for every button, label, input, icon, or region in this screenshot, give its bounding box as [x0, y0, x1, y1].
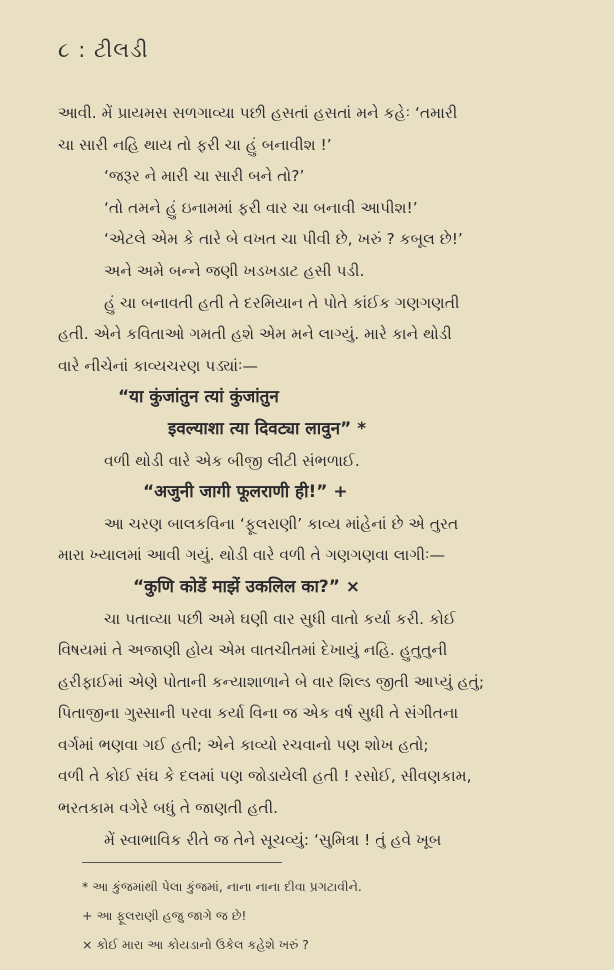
verse-line: “कुणि कोडें माझें उकलिल का?” ×	[133, 576, 361, 597]
text-line: વારે નીચેનાં કાવ્યચરણ પડ્યાંઃ—	[58, 356, 258, 375]
text-line: ‘એટલે એમ કે તારે બે વખત ચા પીવી છે, ખરું ? કબૂલ છે!’	[104, 230, 463, 249]
footnote-divider	[82, 862, 282, 863]
footnote: * આ કુંજમાંથી પેલા કુંજમાં, નાના નાના દીવા પ્રગટાવીને.	[82, 879, 362, 894]
verse-line: “या कुंजांतुन त्यां कुंजांतुन	[118, 387, 279, 408]
footnote: + આ ફૂલરાણી હજુ જાગે જ છે!	[82, 908, 247, 923]
text-line: ભરતકામ વગેરે બધું તે જાણતી હતી.	[58, 799, 279, 818]
text-line: હું ચા બનાવતી હતી તે દરમિયાન તે પોતે કાંઈક ગણગણતી	[104, 293, 460, 312]
text-line: વળી થોડી વારે એક બીજી લીટી સંભળાઈ.	[104, 451, 360, 470]
text-line: વિષયમાં તે અજાણી હોય એમ વાતચીતમાં દેખાયું નહિ. હુતુતુની	[58, 641, 448, 660]
page-header: ૮ : ટીલડી	[58, 38, 149, 62]
text-line: આવી. મેં પ્રાયમસ સળગાવ્યા પછી હસતાં હસતાં મને કહેઃ ‘તમારી	[58, 104, 458, 122]
text-line: ચા સારી નહિ થાય તો ફરી ચા હું બનાવીશ !’	[58, 135, 332, 154]
text-line: હતી. એને કવિતાઓ ગમતી હશે એમ મને લાગ્યું. મારે કાને થોડી	[58, 325, 452, 344]
verse-line: इवल्याशा त्या दिवट्या लावुन” *	[168, 418, 367, 439]
text-line: હરીફાઈમાં એણે પોતાની કન્યાશાળાને બે વાર શિલ્ડ જીતી આપ્યું હતું;	[58, 672, 485, 691]
text-line: ‘તો તમને હું ઇનામમાં ફરી વાર ચા બનાવી આપીશ!’	[104, 198, 418, 217]
text-line: મેં સ્વાભાવિક રીતે જ તેને સૂચવ્યું: ‘સુમિત્રા ! તું હવે ખૂબ	[104, 830, 442, 849]
text-line: અને અમે બન્ને જણી ખડખડાટ હસી પડી.	[104, 261, 365, 280]
text-line: ચા પતાવ્યા પછી અમે ઘણી વાર સુધી વાતો કર્યા કરી. કોઈ	[104, 609, 456, 628]
text-line: વર્ગમાં ભણવા ગઈ હતી; એને કાવ્યો રચવાનો પણ શોખ હતો;	[58, 735, 429, 754]
verse-line: “अजुनी जागी फूलराणी ही!” +	[143, 482, 348, 503]
text-line: મારા ખ્યાલમાં આવી ગયું. થોડી વારે વળી તે ગણગણવા લાગીઃ—	[58, 546, 445, 565]
text-line: પિતાજીના ગુસ્સાની પરવા કર્યા વિના જ એક વર્ષ સુધી તે સંગીતના	[58, 704, 459, 723]
footnote: × કોઈ મારા આ કોયડાનો ઉકેલ કહેશે ખરું ?	[82, 937, 309, 952]
body-text	[58, 98, 570, 856]
text-line: ‘જરૂર ને મારી ચા સારી બને તો?’	[104, 167, 305, 186]
footnotes	[82, 872, 362, 959]
text-line: આ ચરણ બાલકવિના ‘ફૂલરાણી’ કાવ્ય માંહેનાં છે એ તુરત	[104, 514, 459, 533]
text-line: વળી તે કોઈ સંઘ કે દલમાં પણ જોડાયેલી હતી ! રસોઈ, સીવણકામ,	[58, 767, 472, 786]
